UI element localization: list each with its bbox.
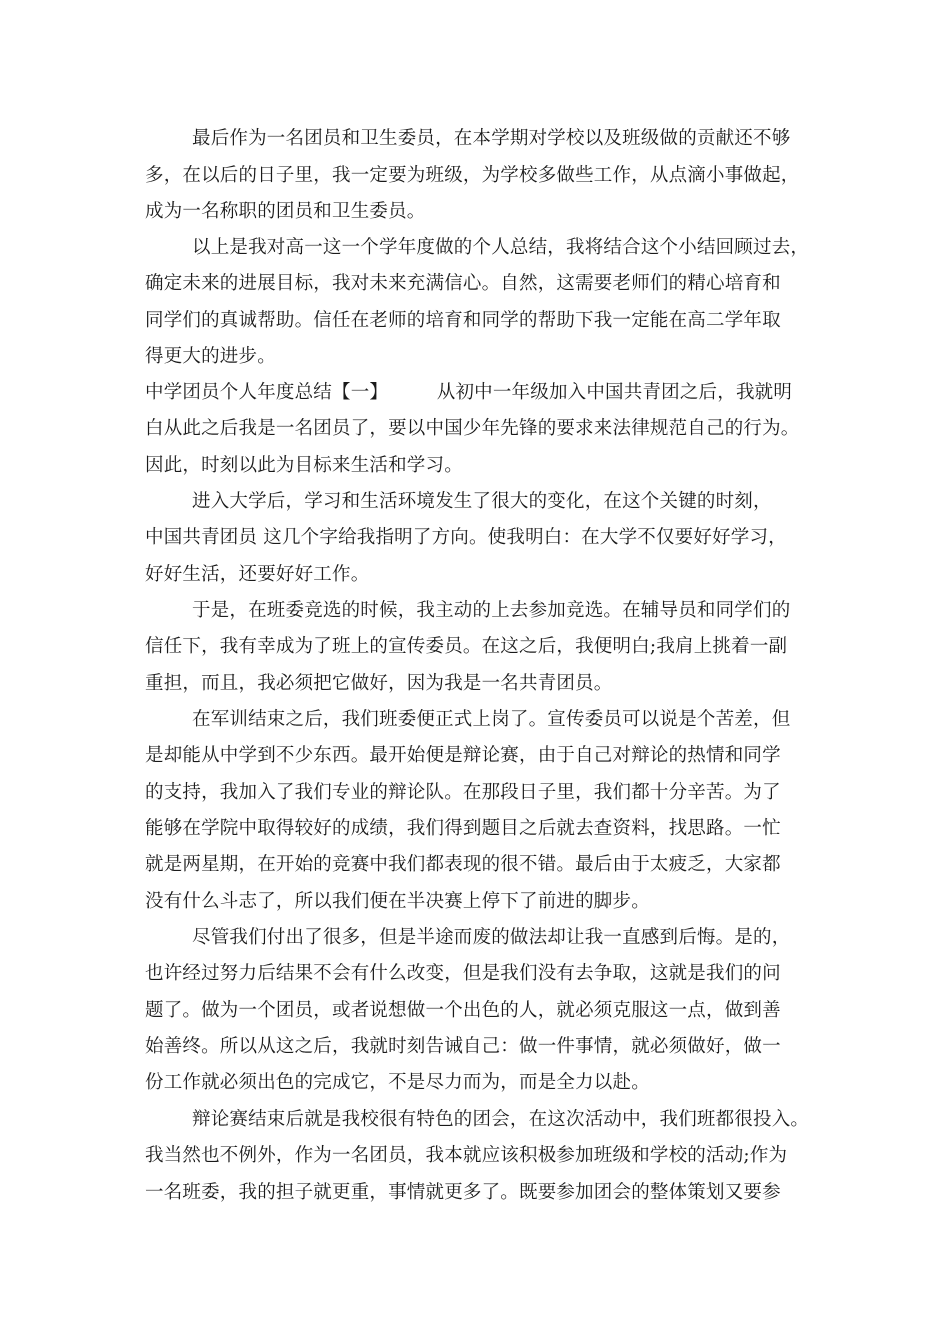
text-line: 信任下，我有幸成为了班上的宣传委员。在这之后，我便明白;我肩上挑着一副 (145, 636, 788, 657)
text-line: 多，在以后的日子里，我一定要为班级，为学校多做些工作，从点滴小事做起， (145, 165, 800, 186)
text-line: 白从此之后我是一名团员了，要以中国少年先锋的要求来法律规范自己的行为。 (145, 418, 800, 439)
text-line: 始善终。所以从这之后，我就时刻告诫自己：做一件事情，就必须做好，做一 (145, 1036, 781, 1057)
text-line: 进入大学后，学习和生活环境发生了很大的变化，在这个关键的时刻， (192, 491, 772, 512)
text-line: 份工作就必须出色的完成它，不是尽力而为，而是全力以赴。 (145, 1072, 650, 1093)
section-heading-line: 中学团员个人年度总结【一】 从初中一年级加入中国共青团之后，我就明 (145, 382, 793, 403)
text-line: 最后作为一名团员和卫生委员，在本学期对学校以及班级做的贡献还不够 (192, 128, 791, 149)
text-line: 好好生活，还要好好工作。 (145, 564, 370, 585)
text-line: 重担，而且，我必须把它做好，因为我是一名共青团员。 (145, 673, 613, 694)
text-line: 同学们的真诚帮助。信任在老师的培育和同学的帮助下我一定能在高二学年取 (145, 310, 781, 331)
text-line: 没有什么斗志了，所以我们便在半决赛上停下了前进的脚步。 (145, 891, 650, 912)
text-line: 于是，在班委竞选的时候，我主动的上去参加竞选。在辅导员和同学们的 (192, 600, 791, 621)
text-line: 一名班委，我的担子就更重，事情就更多了。既要参加团会的整体策划又要参 (145, 1182, 781, 1203)
text-line: 中国共青团员 这几个字给我指明了方向。使我明白：在大学不仅要好好学习， (145, 527, 787, 548)
text-line: 成为一名称职的团员和卫生委员。 (145, 201, 426, 222)
text-line: 辩论赛结束后就是我校很有特色的团会，在这次活动中，我们班都很投入。 (192, 1109, 810, 1130)
text-line: 我当然也不例外，作为一名团员，我本就应该积极参加班级和学校的活动;作为 (145, 1145, 788, 1166)
text-line: 得更大的进步。 (145, 346, 276, 367)
text-line: 的支持，我加入了我们专业的辩论队。在那段日子里，我们都十分辛苦。为了 (145, 782, 781, 803)
text-line: 以上是我对高一这一个学年度做的个人总结，我将结合这个小结回顾过去， (192, 237, 810, 258)
text-line: 尽管我们付出了很多，但是半途而废的做法却让我一直感到后悔。是的， (192, 927, 791, 948)
text-line: 也许经过努力后结果不会有什么改变，但是我们没有去争取，这就是我们的问 (145, 963, 781, 984)
text-line: 题了。做为一个团员，或者说想做一个出色的人，就必须克服这一点，做到善 (145, 1000, 781, 1021)
text-line: 确定未来的进展目标，我对未来充满信心。自然，这需要老师们的精心培育和 (145, 273, 781, 294)
text-line: 是却能从中学到不少东西。最开始便是辩论赛，由于自己对辩论的热情和同学 (145, 745, 781, 766)
text-line: 能够在学院中取得较好的成绩，我们得到题目之后就去查资料，找思路。一忙 (145, 818, 781, 839)
text-line: 因此，时刻以此为目标来生活和学习。 (145, 455, 463, 476)
text-line: 在军训结束之后，我们班委便正式上岗了。宣传委员可以说是个苦差，但 (192, 709, 791, 730)
text-line: 就是两星期，在开始的竞赛中我们都表现的很不错。最后由于太疲乏，大家都 (145, 854, 781, 875)
